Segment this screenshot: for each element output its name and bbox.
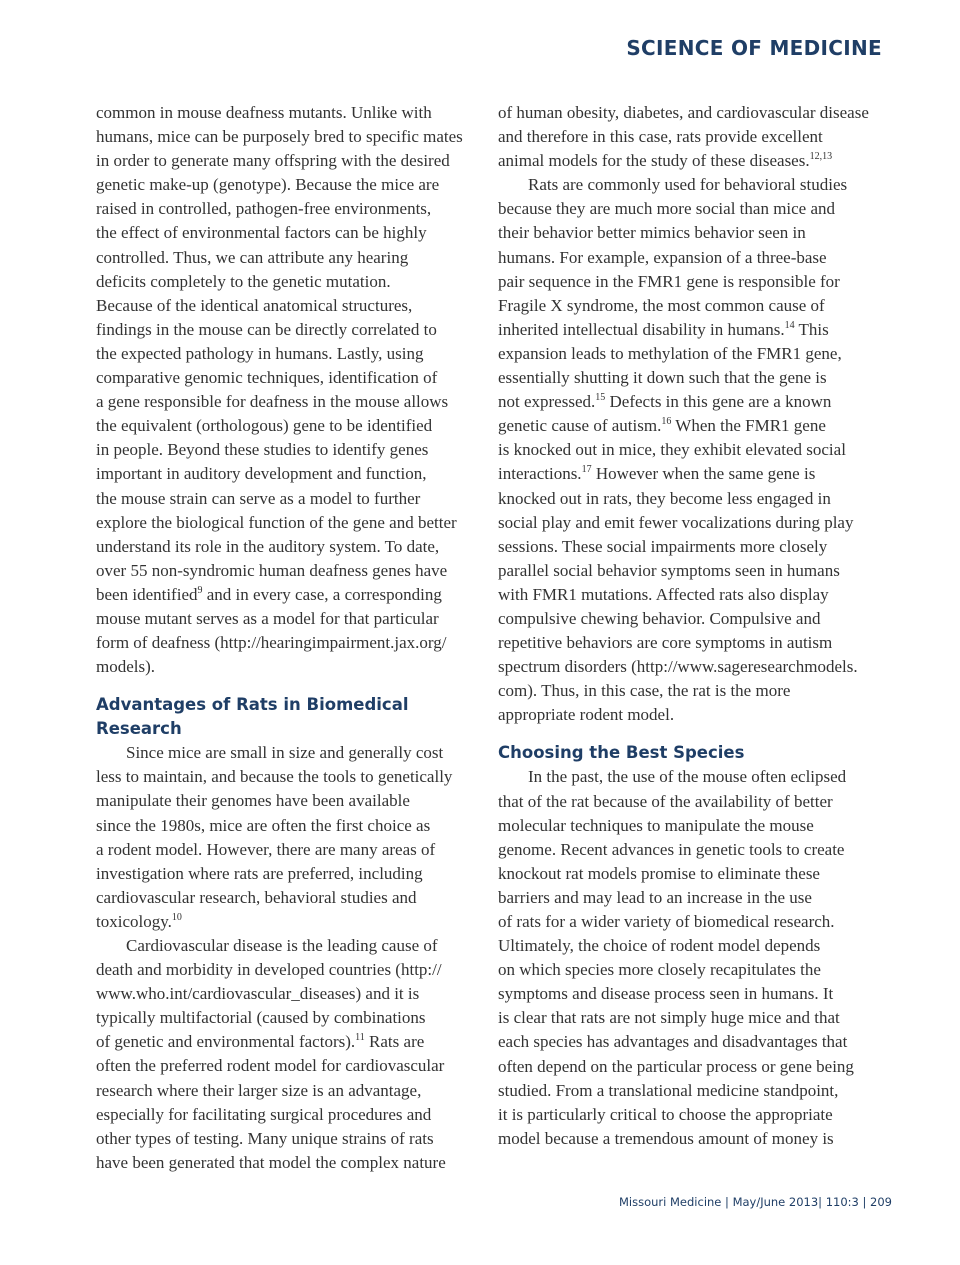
text-line: of human obesity, diabetes, and cardiovascular disease [498, 103, 869, 122]
text-line: barriers and may lead to an increase in the use [498, 887, 812, 907]
page-footer: Missouri Medicine | May/June 2013| 110:3 | 209 [619, 1195, 892, 1209]
citation-superscript: 15 [595, 392, 606, 404]
text-line: com). Thus, in this case, the rat is the more [498, 681, 791, 701]
text-line: each species has advantages and disadvantages that [498, 1032, 848, 1052]
citation-superscript: 12,13 [809, 151, 833, 163]
text-line: important in auditory development and function, [96, 464, 427, 484]
text-span: and in every case, a corresponding [202, 584, 442, 604]
paragraph-behavioral [498, 173, 898, 727]
text-line: since the 1980s, mice are often the first choice as [96, 815, 431, 835]
text-line: have been generated that model the complex nature [96, 1152, 446, 1172]
text-line: common in mouse deafness mutants. Unlike with [96, 103, 432, 122]
text-line: humans, mice can be purposely bred to specific mates [96, 127, 463, 147]
section-heading-advantages: Advantages of Rats in Biomedical Research [96, 695, 409, 739]
citation-superscript: 10 [171, 911, 182, 923]
text-line: knockout rat models promise to eliminate these [498, 863, 820, 883]
citation-superscript: 11 [355, 1032, 365, 1044]
text-line: often depend on the particular process or gene being [498, 1056, 854, 1076]
text-line: death and morbidity in developed countries (http:// [96, 960, 442, 980]
para-lines [498, 173, 898, 318]
text-line: explore the biological function of the gene and better [96, 512, 457, 532]
text-line: over 55 non-syndromic human deafness genes have [96, 560, 448, 580]
citation-superscript: 9 [197, 584, 203, 596]
text-line [96, 910, 496, 934]
text-line: raised in controlled, pathogen-free environments, [96, 199, 432, 219]
text-line: appropriate rodent model. [498, 705, 675, 725]
text-line: and therefore in this case, rats provide excellent [498, 127, 823, 147]
text-line: research where their larger size is an advantage, [96, 1080, 422, 1100]
text-line: manipulate their genomes have been available [96, 791, 410, 811]
text-span: animal models for the study of these diseases. [498, 151, 810, 171]
text-line: essentially shutting it down such that the gene is [498, 368, 827, 388]
para-lines [96, 607, 496, 679]
text-line: typically multifactorial (caused by combinations [96, 1008, 426, 1028]
text-line [498, 414, 898, 438]
text-line: sessions. These social impairments more closely [498, 536, 828, 556]
para-lines [498, 342, 898, 390]
text-line: that of the rat because of the availability of better [498, 791, 833, 811]
text-line: Ultimately, the choice of rodent model depends [498, 936, 821, 956]
text-line: it is particularly critical to choose the appropriate [498, 1104, 833, 1124]
text-line: in order to generate many offspring with the desired [96, 151, 450, 171]
text-line: the effect of environmental factors can be highly [96, 223, 427, 243]
para-lines [498, 101, 898, 149]
paragraph-choosing [498, 765, 898, 1151]
para-lines [498, 487, 898, 728]
text-line: especially for facilitating surgical procedures and [96, 1104, 432, 1124]
para-lines [96, 741, 496, 910]
text-line: models). [96, 657, 156, 677]
text-line: the expected pathology in humans. Lastly, using [96, 343, 424, 363]
text-line [498, 462, 898, 486]
citation-superscript: 16 [661, 416, 672, 428]
text-line: spectrum disorders (http://www.sageresearchmodels. [498, 657, 858, 677]
text-line: findings in the mouse can be directly correlated to [96, 319, 437, 339]
paragraph-cardiovascular [96, 934, 496, 1175]
text-span: not expressed. [498, 392, 596, 412]
text-line: parallel social behavior symptoms seen in humans [498, 560, 840, 580]
text-line: Because of the identical anatomical structures, [96, 295, 413, 315]
text-line: compulsive chewing behavior. Compulsive and [498, 608, 821, 628]
text-span: Rats are [364, 1032, 425, 1052]
para-lines [96, 101, 496, 583]
text-line: because they are much more social than mice and [498, 199, 836, 219]
text-line [96, 1030, 496, 1054]
para-lines [96, 1054, 496, 1174]
text-line: investigation where rats are preferred, including [96, 863, 423, 883]
left-column [96, 101, 496, 1175]
text-span: This [794, 319, 829, 339]
text-span: When the FMR1 gene [671, 416, 826, 436]
paragraph-deafness-models [96, 101, 496, 679]
text-span: Defects in this gene are a known [605, 392, 832, 412]
text-line: of rats for a wider variety of biomedical research. [498, 912, 835, 931]
text-line: In the past, the use of the mouse often eclipsed [528, 767, 847, 787]
text-line: form of deafness (http://hearingimpairment.jax.org/ [96, 633, 447, 653]
text-line: a gene responsible for deafness in the mouse allows [96, 392, 449, 412]
text-span: However when the same gene is [591, 464, 816, 484]
text-line [498, 318, 898, 342]
text-line: pair sequence in the FMR1 gene is responsible for [498, 271, 840, 291]
citation-superscript: 17 [581, 464, 592, 476]
text-span: genetic cause of autism. [498, 416, 662, 436]
text-line: other types of testing. Many unique strains of rats [96, 1128, 434, 1148]
text-line: www.who.int/cardiovascular_diseases) and it is [96, 984, 420, 1004]
text-line: their behavior better mimics behavior seen in [498, 223, 806, 243]
right-column [498, 101, 898, 1151]
text-span: inherited intellectual disability in humans. [498, 319, 785, 339]
text-line: mouse mutant serves as a model for that particular [96, 608, 439, 628]
text-line [498, 390, 898, 414]
text-line: studied. From a translational medicine standpoint, [498, 1080, 839, 1100]
text-line: is clear that rats are not simply huge mice and that [498, 1008, 840, 1028]
section-header: SCIENCE OF MEDICINE [626, 36, 882, 60]
text-line: model because a tremendous amount of money is [498, 1128, 834, 1148]
text-line: symptoms and disease process seen in humans. It [498, 984, 834, 1004]
para-lines [96, 934, 496, 1030]
text-line: Since mice are small in size and generally cost [126, 743, 444, 763]
text-line: molecular techniques to manipulate the mouse [498, 815, 814, 835]
section-gap [498, 727, 898, 741]
text-line: Fragile X syndrome, the most common cause of [498, 295, 825, 315]
text-line: deficits completely to the genetic mutation. [96, 271, 391, 291]
text-line: Rats are commonly used for behavioral studies [528, 175, 848, 195]
text-line: often the preferred rodent model for cardiovascular [96, 1056, 445, 1076]
text-line: Cardiovascular disease is the leading cause of [126, 936, 438, 955]
text-line: the mouse strain can serve as a model to further [96, 488, 421, 508]
text-line: a rodent model. However, there are many areas of [96, 839, 436, 859]
text-line: humans. For example, expansion of a three-base [498, 247, 827, 267]
text-line: the equivalent (orthologous) gene to be identified [96, 416, 433, 436]
paragraph-obesity [498, 101, 898, 173]
text-line: is knocked out in mice, they exhibit elevated social [498, 440, 846, 460]
text-line: comparative genomic techniques, identification of [96, 368, 438, 388]
text-line: on which species more closely recapitulates the [498, 960, 821, 980]
text-span: been identified [96, 584, 198, 604]
text-line: genome. Recent advances in genetic tools to create [498, 839, 845, 859]
text-line: cardiovascular research, behavioral studies and [96, 887, 417, 907]
text-line: repetitive behaviors are core symptoms in autism [498, 633, 833, 653]
para-lines [498, 765, 898, 1151]
text-line: controlled. Thus, we can attribute any hearing [96, 247, 409, 267]
text-line: expansion leads to methylation of the FMR1 gene, [498, 343, 842, 363]
text-line: knocked out in rats, they become less engaged in [498, 488, 831, 508]
text-line [96, 583, 496, 607]
text-line: social play and emit fewer vocalizations during play [498, 512, 854, 532]
paragraph-rats-preferred [96, 741, 496, 934]
text-line: genetic make-up (genotype). Because the mice are [96, 175, 440, 195]
text-line: understand its role in the auditory system. To date, [96, 536, 440, 556]
text-line: in people. Beyond these studies to identify genes [96, 440, 429, 460]
section-heading-choosing: Choosing the Best Species [498, 743, 745, 763]
text-span: interactions. [498, 464, 582, 484]
text-span: of genetic and environmental factors). [96, 1032, 356, 1052]
text-line [498, 149, 898, 173]
citation-superscript: 14 [784, 319, 795, 331]
text-span: toxicology. [96, 911, 172, 931]
text-line: less to maintain, and because the tools to genetically [96, 767, 453, 787]
section-gap [96, 679, 496, 693]
text-line: with FMR1 mutations. Affected rats also display [498, 584, 829, 604]
